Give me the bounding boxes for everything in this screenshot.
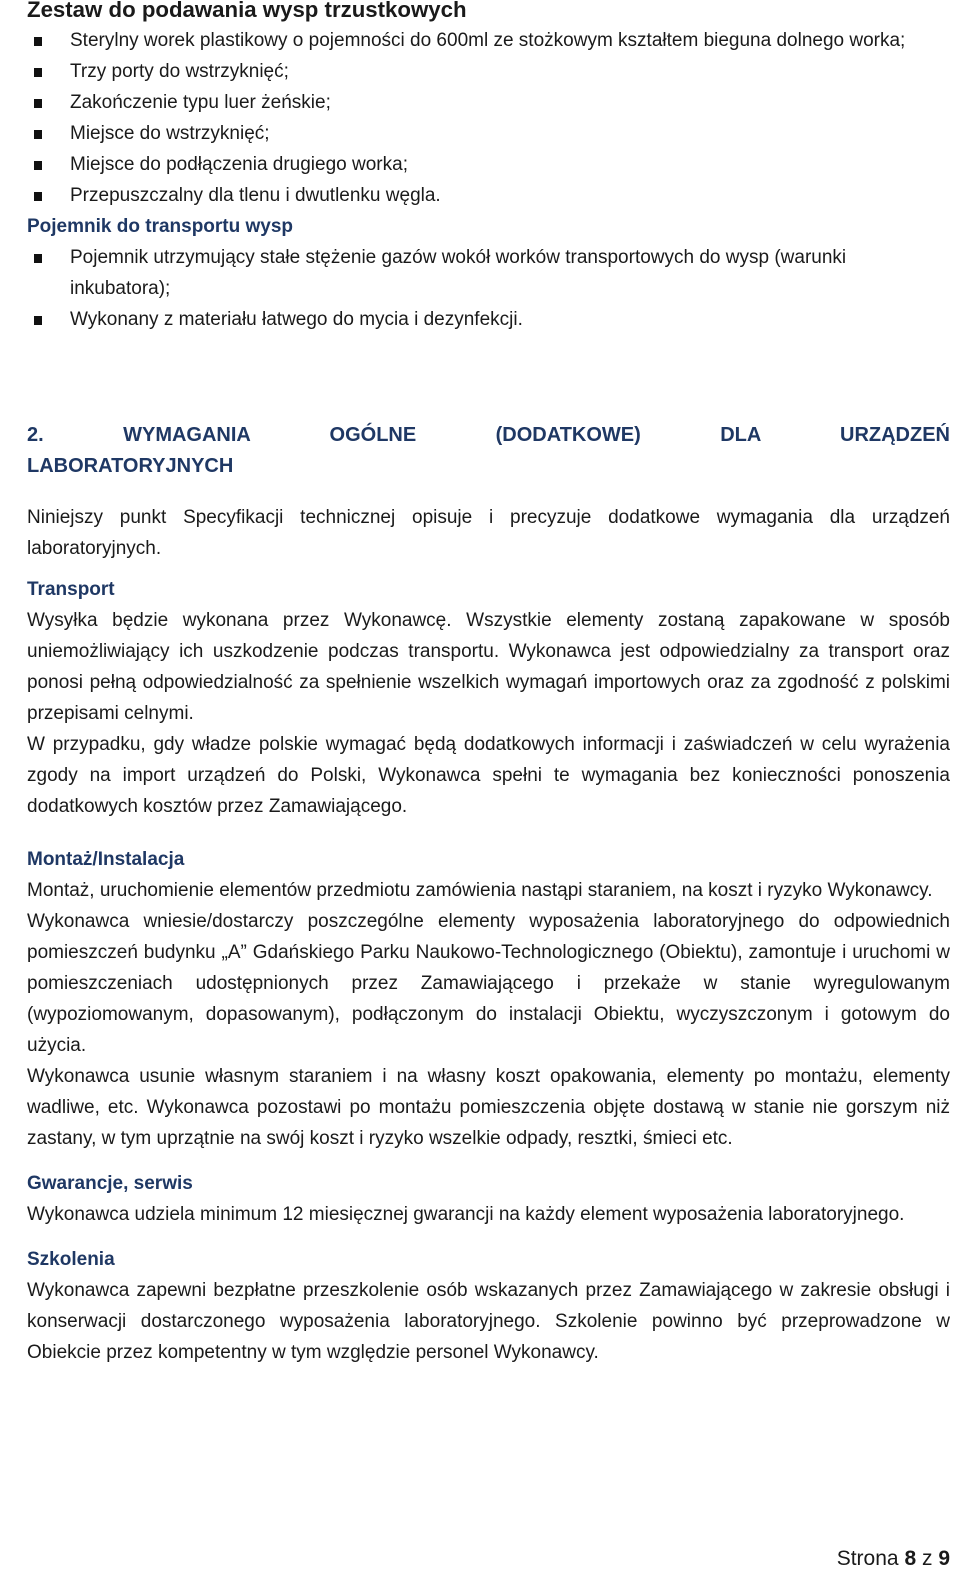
gwarancje-paragraph-1: Wykonawca udziela minimum 12 miesięcznej gwarancji na każdy element wyposażenia laboratoryjnego.	[27, 1204, 905, 1225]
section-title-szkolenia: Szkolenia	[27, 1249, 115, 1270]
list-item: Miejsce do wstrzyknięć;	[70, 118, 950, 149]
square-bullet-icon	[34, 68, 42, 77]
square-bullet-icon	[34, 161, 42, 170]
transport-container-list	[27, 242, 950, 335]
footer-page-number: 8	[904, 1547, 917, 1570]
section-title-montaz: Montaż/Instalacja	[27, 849, 185, 870]
transport-paragraph-2: W przypadku, gdy władze polskie wymagać będą dodatkowych informacji i zaświadczeń w celu wyrażenia zgody na import urządzeń do Polski, Wykonawca spełni te wymagania bez konieczności ponoszenia dodatkowych kosztów przez Zamawiającego.	[27, 734, 950, 817]
footer-separator: z	[921, 1547, 933, 1570]
list-item: Miejsce do podłączenia drugiego worka;	[70, 149, 950, 180]
page-content	[27, 0, 950, 1368]
szkolenia-paragraph-1: Wykonawca zapewni bezpłatne przeszkolenie osób wskazanych przez Zamawiającego w zakresie obsługi i konserwacji dostarczonego wyposażenia laboratoryjnego. Szkolenie powinno być przeprowadzone w Obiekcie przez kompetentny w tym względzie personel Wykonawcy.	[27, 1280, 950, 1363]
square-bullet-icon	[34, 254, 42, 263]
square-bullet-icon	[34, 130, 42, 139]
page-footer	[837, 1544, 950, 1574]
chapter-heading	[27, 420, 950, 482]
section-title-transport-container: Pojemnik do transportu wysp	[27, 216, 294, 237]
square-bullet-icon	[34, 37, 42, 46]
footer-page-total: 9	[938, 1547, 950, 1570]
section-title-islet-kit: Zestaw do podawania wysp trzustkowych	[27, 0, 467, 22]
square-bullet-icon	[34, 192, 42, 201]
chapter-intro: Niniejszy punkt Specyfikacji technicznej opisuje i precyzuje dodatkowe wymagania dla urządzeń laboratoryjnych.	[27, 507, 950, 559]
square-bullet-icon	[34, 316, 42, 325]
section-title-transport: Transport	[27, 579, 115, 600]
montaz-paragraph-2: Wykonawca wniesie/dostarczy poszczególne elementy wyposażenia laboratoryjnego do odpowiednich pomieszczeń budynku „A” Gdańskiego Parku Naukowo-Technologicznego (Obiektu), zamontuje i uruchomi w pomieszczeniach udostępnionych przez Zamawiającego i przekaże w stanie wyregulowanym (wypoziomowanym, dopasowanym), podłączonym do instalacji Obiektu, wyczyszczonym i gotowym do użycia.	[27, 911, 950, 1056]
spacer	[27, 335, 950, 420]
list-item: Przepuszczalny dla tlenu i dwutlenku węgla.	[70, 180, 950, 211]
chapter-heading-line1: 2. WYMAGANIA OGÓLNE (DODATKOWE) DLA URZĄDZEŃ	[27, 424, 950, 446]
section-title-gwarancje: Gwarancje, serwis	[27, 1173, 193, 1194]
list-item: Sterylny worek plastikowy o pojemności do 600ml ze stożkowym kształtem bieguna dolnego worka;	[70, 25, 950, 56]
list-item: Zakończenie typu luer żeńskie;	[70, 87, 950, 118]
list-item: Wykonany z materiału łatwego do mycia i dezynfekcji.	[70, 304, 950, 335]
list-item: Trzy porty do wstrzyknięć;	[70, 56, 950, 87]
footer-prefix: Strona	[836, 1547, 899, 1570]
chapter-heading-line2: LABORATORYJNYCH	[27, 455, 234, 477]
list-item: Pojemnik utrzymujący stałe stężenie gazów wokół worków transportowych do wysp (warunki inkubatora);	[70, 242, 950, 304]
islet-kit-list	[27, 25, 950, 211]
montaz-paragraph-3: Wykonawca usunie własnym staraniem i na własny koszt opakowania, elementy po montażu, elementy wadliwe, etc. Wykonawca pozostawi po montażu pomieszczenia objęte dostawą w stanie nie gorszym niż zastany, w tym uprzątnie na swój koszt i ryzyko wszelkie odpady, resztki, śmieci etc.	[27, 1066, 950, 1149]
montaz-paragraph-1: Montaż, uruchomienie elementów przedmiotu zamówienia nastąpi staraniem, na koszt i ryzyko Wykonawcy.	[27, 880, 933, 901]
square-bullet-icon	[34, 99, 42, 108]
transport-paragraph-1: Wysyłka będzie wykonana przez Wykonawcę. Wszystkie elementy zostaną zapakowane w sposób uniemożliwiający ich uszkodzenie podczas transportu. Wykonawca jest odpowiedzialny za transport oraz ponosi pełną odpowiedzialność za spełnienie wszelkich wymagań importowych oraz za zgodność z polskimi przepisami celnymi.	[27, 610, 950, 724]
